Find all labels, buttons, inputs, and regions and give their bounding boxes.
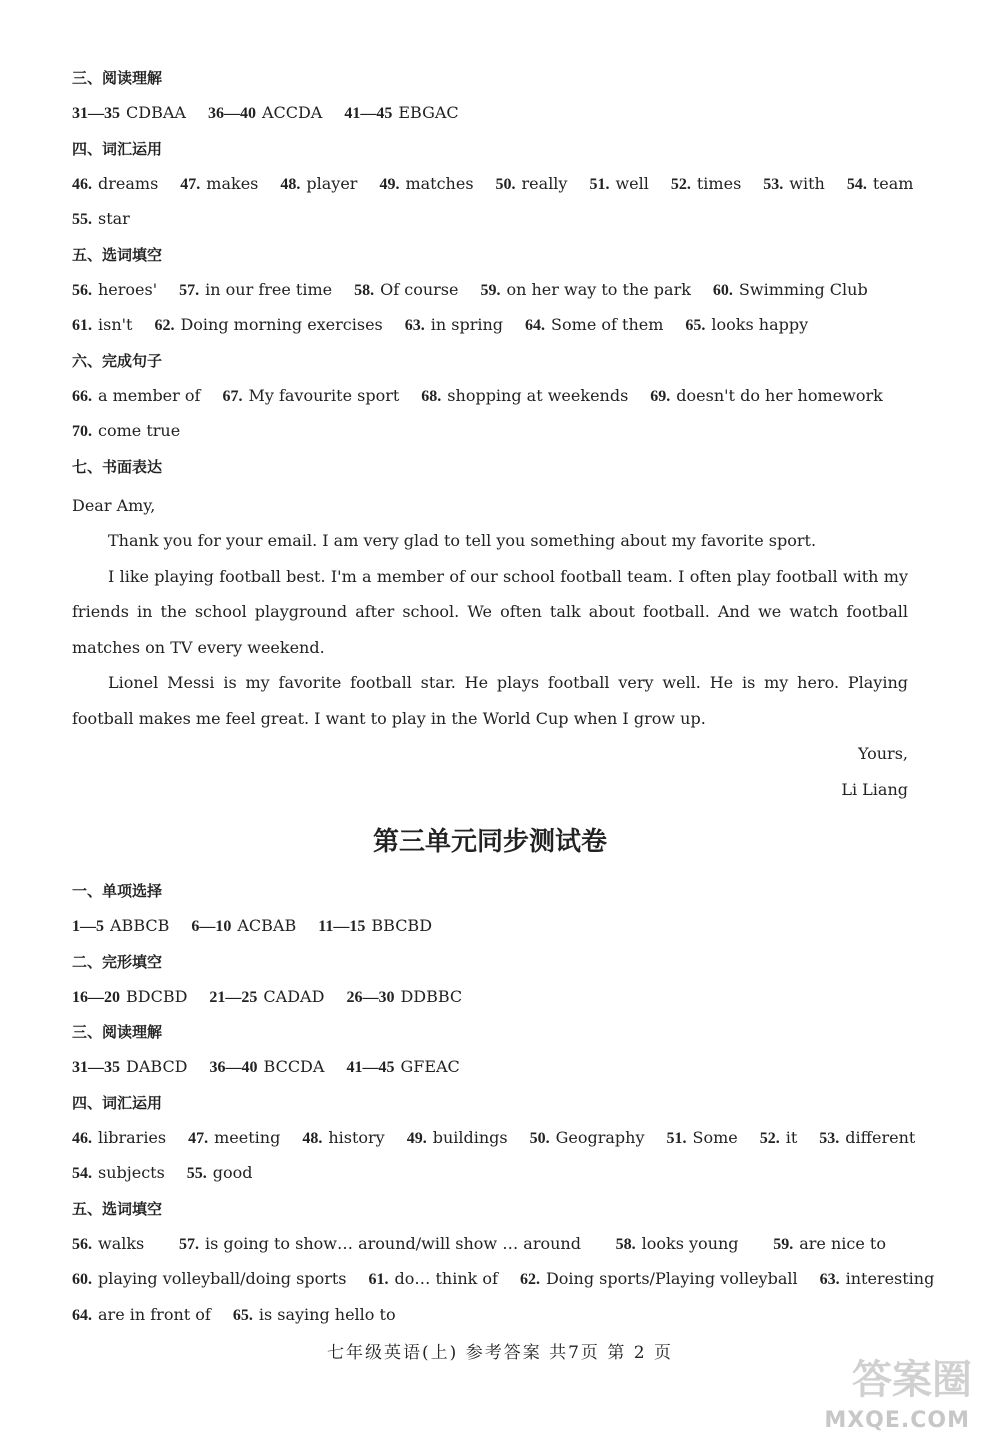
answer-item xyxy=(763,170,825,206)
answer-item xyxy=(208,103,322,122)
answer-number: 16—20 xyxy=(72,988,120,1006)
answer-item xyxy=(72,421,180,440)
answer-item xyxy=(713,280,868,299)
answer-number: 41—45 xyxy=(346,1059,395,1076)
answer-item xyxy=(222,386,399,405)
answer-item xyxy=(72,315,132,334)
answer-number: 67. xyxy=(222,387,243,405)
answer-number: 58. xyxy=(615,1235,636,1253)
answer-line xyxy=(72,382,908,418)
answer-text: walks xyxy=(98,1233,145,1253)
answer-item xyxy=(318,916,432,935)
answer-number: 36—40 xyxy=(209,1059,258,1076)
answer-number: 46. xyxy=(72,175,92,193)
answer-text: shopping at weekends xyxy=(447,385,629,405)
answer-text: in our free time xyxy=(205,279,333,299)
answer-item xyxy=(616,1230,739,1266)
answer-number: 64. xyxy=(72,1306,92,1324)
answer-number: 61. xyxy=(368,1271,389,1288)
answer-item xyxy=(180,170,258,206)
answer-text: CDBAA xyxy=(126,103,186,122)
section-heading: 四、词汇运用 xyxy=(72,139,163,158)
answer-number: 62. xyxy=(154,317,175,334)
answer-text: DDBBC xyxy=(400,986,463,1006)
answer-text: dreams xyxy=(98,173,159,193)
answer-line xyxy=(72,205,908,241)
answer-item xyxy=(72,170,158,206)
answer-text: Some of them xyxy=(551,315,664,334)
answer-number: 60. xyxy=(712,281,733,299)
answer-text: ACBAB xyxy=(237,916,297,935)
answer-number: 55. xyxy=(72,211,92,228)
answer-item xyxy=(379,170,473,206)
answer-line xyxy=(72,417,908,453)
answer-text: are in front of xyxy=(98,1304,211,1324)
answer-item xyxy=(72,916,169,935)
answer-item xyxy=(72,1057,188,1076)
answer-text: subjects xyxy=(98,1163,165,1182)
answer-item xyxy=(407,1124,508,1160)
answer-text: Doing morning exercises xyxy=(180,315,383,334)
answer-line xyxy=(72,1159,908,1195)
answer-number: 51. xyxy=(666,1129,687,1147)
answer-item xyxy=(72,209,130,228)
answer-item xyxy=(72,1163,165,1182)
answer-text: well xyxy=(615,173,649,193)
answer-number: 62. xyxy=(519,1271,540,1288)
answer-text: with xyxy=(789,173,825,193)
answer-line xyxy=(72,912,908,948)
answer-number: 53. xyxy=(763,175,784,193)
answer-text: makes xyxy=(206,173,259,193)
section-heading: 四、词汇运用 xyxy=(72,1093,163,1112)
answer-number: 31—35 xyxy=(72,1059,120,1076)
answer-line xyxy=(72,1230,908,1266)
answer-number: 60. xyxy=(72,1271,92,1288)
answer-text: different xyxy=(845,1127,916,1147)
answer-item xyxy=(179,280,332,299)
answer-text: heroes' xyxy=(98,279,158,299)
letter-paragraph: Thank you for your email. I am very glad to tell you something about my favorite sport. xyxy=(108,531,817,550)
section-heading: 二、完形填空 xyxy=(72,952,163,971)
letter-paragraph: I like playing football best. I'm a member of our school football team. I often play football with my friends in the school playground after school. We often talk about football. And we watch football matches on TV every weekend. xyxy=(72,566,908,657)
answer-text: is saying hello to xyxy=(258,1304,396,1324)
unit-title: 第三单元同步测试卷 xyxy=(372,827,607,857)
answer-item xyxy=(685,315,808,334)
answer-text: Of course xyxy=(380,279,459,299)
section-heading: 三、阅读理解 xyxy=(72,1023,163,1041)
watermark-site: MXQE.COM xyxy=(824,1408,970,1433)
answer-text: Doing sports/Playing volleyball xyxy=(545,1269,798,1288)
section-heading: 六、完成句子 xyxy=(72,351,163,370)
answer-text: Some xyxy=(692,1127,738,1147)
answer-number: 58. xyxy=(354,281,375,299)
answer-text: isn't xyxy=(98,315,133,334)
answer-number: 53. xyxy=(819,1129,840,1147)
answer-item xyxy=(847,170,914,206)
answer-page xyxy=(72,64,935,1336)
answer-item xyxy=(210,1057,325,1076)
answer-number: 49. xyxy=(406,1129,427,1147)
answer-item xyxy=(820,1265,935,1301)
answer-item xyxy=(187,1163,253,1182)
answer-number: 54. xyxy=(846,175,867,193)
answer-number: 66. xyxy=(72,387,92,405)
answer-number: 51. xyxy=(589,175,610,193)
answer-item xyxy=(421,386,628,405)
answer-item xyxy=(405,315,503,334)
letter-paragraph: Lionel Messi is my favorite football star. He plays football very well. He is my hero. Playing football makes me feel great. I want to play in the World Cup when I grow up. xyxy=(72,673,908,728)
answer-text: good xyxy=(212,1163,253,1182)
answer-line xyxy=(72,311,908,347)
answer-text: BBCBD xyxy=(371,916,433,935)
answer-number: 48. xyxy=(280,175,301,193)
answer-item xyxy=(773,1230,886,1266)
answer-item xyxy=(191,916,296,935)
answer-text: ACCDA xyxy=(261,103,323,122)
answer-text: it xyxy=(785,1127,798,1147)
answer-text: are nice to xyxy=(799,1233,886,1253)
answer-text: EBGAC xyxy=(398,103,459,122)
answer-line xyxy=(72,1265,935,1301)
answer-text: team xyxy=(872,173,914,193)
answer-item xyxy=(346,987,462,1006)
answer-item xyxy=(344,103,458,122)
answer-item xyxy=(188,1124,280,1160)
answer-number: 63. xyxy=(819,1271,840,1288)
answer-item xyxy=(209,987,324,1006)
answer-number: 59. xyxy=(480,281,501,299)
answer-number: 26—30 xyxy=(346,988,395,1006)
answer-number: 56. xyxy=(72,1235,92,1253)
answer-text: CADAD xyxy=(263,986,325,1006)
answer-item xyxy=(496,170,568,206)
answer-item xyxy=(72,280,157,299)
answer-number: 65. xyxy=(685,317,706,334)
answer-number: 57. xyxy=(178,1235,199,1253)
answer-number: 56. xyxy=(72,281,92,299)
answer-text: Swimming Club xyxy=(738,279,868,299)
answer-number: 52. xyxy=(759,1129,780,1147)
answer-item xyxy=(72,1124,166,1160)
answer-item xyxy=(354,280,458,299)
watermark-logo: 答案圈 xyxy=(852,1357,972,1403)
letter-closing: Yours, xyxy=(857,744,908,763)
section-heading: 一、单项选择 xyxy=(72,882,163,900)
answer-text: matches xyxy=(405,173,474,193)
answer-number: 50. xyxy=(495,175,516,193)
answer-text: in spring xyxy=(430,315,504,334)
answer-item xyxy=(72,1230,144,1266)
letter-signature: Li Liang xyxy=(841,779,908,799)
answer-text: is going to show… around/will show … around xyxy=(204,1233,581,1253)
answer-text: buildings xyxy=(432,1127,508,1147)
answer-item xyxy=(369,1265,498,1301)
answer-text: ABBCB xyxy=(110,916,170,935)
answer-number: 41—45 xyxy=(344,105,393,122)
answer-item xyxy=(520,1265,798,1301)
answer-number: 64. xyxy=(525,317,546,334)
answer-number: 69. xyxy=(650,387,671,405)
answer-text: looks happy xyxy=(711,315,809,334)
section-heading: 七、书面表达 xyxy=(72,457,163,476)
answer-line xyxy=(72,99,908,135)
answer-item xyxy=(72,386,200,405)
answer-item xyxy=(72,103,186,122)
answer-text: star xyxy=(98,209,130,228)
answer-item xyxy=(346,1057,459,1076)
answer-number: 48. xyxy=(302,1129,323,1147)
answer-text: history xyxy=(328,1127,385,1147)
answer-item xyxy=(589,170,648,206)
answer-text: playing volleyball/doing sports xyxy=(98,1269,347,1288)
answer-text: DABCD xyxy=(126,1057,188,1076)
answer-item xyxy=(525,315,663,334)
answer-text: GFEAC xyxy=(400,1057,460,1076)
answer-number: 55. xyxy=(186,1165,207,1182)
answer-number: 50. xyxy=(529,1129,550,1147)
answer-line xyxy=(72,983,908,1019)
answer-number: 68. xyxy=(421,387,442,405)
answer-text: times xyxy=(696,173,742,193)
answer-number: 52. xyxy=(670,175,691,193)
answer-text: looks young xyxy=(641,1233,739,1253)
section-heading: 三、阅读理解 xyxy=(72,69,163,87)
answer-number: 31—35 xyxy=(72,105,120,122)
answer-number: 36—40 xyxy=(207,105,256,122)
watermark xyxy=(820,1351,990,1441)
answer-number: 59. xyxy=(773,1235,794,1253)
answer-item xyxy=(154,315,382,334)
answer-text: really xyxy=(521,173,568,193)
page-footer: 七年级英语(上) 参考答案 共7页 第 2 页 xyxy=(327,1343,673,1363)
letter-greeting: Dear Amy, xyxy=(72,495,156,515)
answer-text: BDCBD xyxy=(126,986,188,1006)
answer-item xyxy=(302,1124,384,1160)
answer-number: 21—25 xyxy=(209,988,258,1006)
answer-text: libraries xyxy=(98,1127,167,1147)
answer-item xyxy=(530,1124,645,1160)
answer-number: 54. xyxy=(72,1165,92,1182)
answer-item xyxy=(179,1230,581,1266)
answer-item xyxy=(650,386,883,405)
answer-item xyxy=(72,1305,211,1324)
answer-line xyxy=(72,1053,908,1089)
answer-item xyxy=(671,170,741,206)
answer-number: 46. xyxy=(72,1129,92,1147)
answer-text: do… think of xyxy=(394,1269,498,1288)
answer-text: a member of xyxy=(98,385,201,405)
answer-text: player xyxy=(306,173,358,193)
answer-number: 47. xyxy=(188,1129,209,1147)
answer-line xyxy=(72,170,914,206)
answer-text: My favourite sport xyxy=(248,385,400,405)
answer-number: 65. xyxy=(232,1306,253,1324)
answer-item xyxy=(819,1124,915,1160)
answer-number: 47. xyxy=(180,175,201,193)
section-heading: 五、选词填空 xyxy=(72,245,163,264)
answer-item xyxy=(72,1265,347,1301)
answer-text: meeting xyxy=(214,1127,281,1147)
answer-number: 70. xyxy=(72,423,92,440)
answer-item xyxy=(667,1124,738,1160)
answer-text: BCCDA xyxy=(263,1057,325,1076)
answer-item xyxy=(480,280,690,299)
answer-text: come true xyxy=(98,421,181,440)
answer-item xyxy=(280,170,357,206)
answer-item xyxy=(233,1305,396,1324)
answer-line xyxy=(72,276,908,312)
answer-text: on her way to the park xyxy=(506,279,691,299)
section-heading: 五、选词填空 xyxy=(72,1199,163,1218)
answer-number: 6—10 xyxy=(191,918,232,935)
answer-item xyxy=(72,987,187,1006)
answer-text: doesn't do her homework xyxy=(676,385,883,405)
answer-number: 61. xyxy=(72,317,92,334)
answer-number: 57. xyxy=(179,281,200,299)
answer-item xyxy=(760,1124,798,1160)
answer-number: 1—5 xyxy=(72,918,104,935)
answer-line xyxy=(72,1124,916,1160)
answer-text: Geography xyxy=(555,1127,645,1147)
answer-text: interesting xyxy=(845,1269,935,1288)
answer-line xyxy=(72,1301,908,1337)
answer-number: 49. xyxy=(379,175,400,193)
answer-number: 11—15 xyxy=(318,918,366,935)
answer-number: 63. xyxy=(404,317,425,334)
